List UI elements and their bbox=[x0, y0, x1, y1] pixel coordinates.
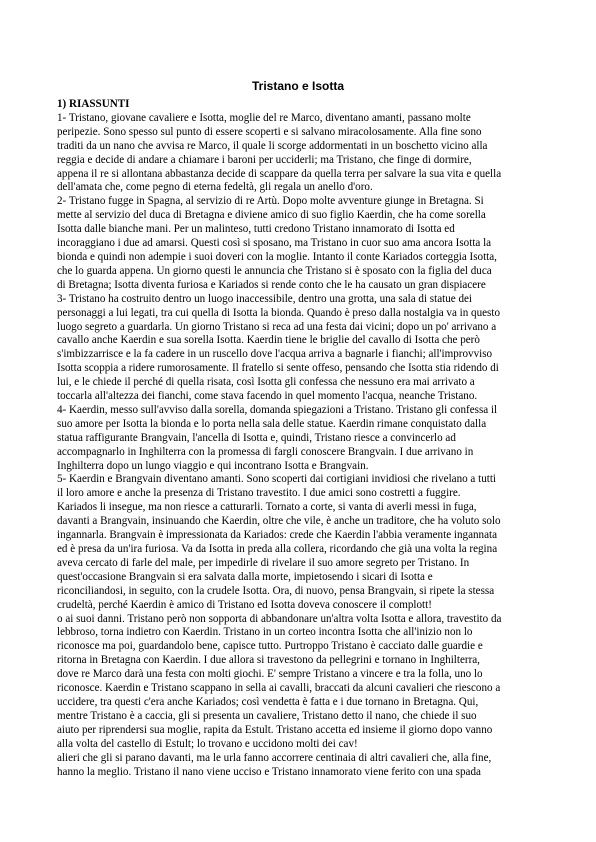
text-line: riconciliandosi, in seguito, con la crudele Isotta. Ora, di nuovo, pensa Brangvain, si ripete la stessa bbox=[57, 584, 495, 597]
text-line: aveva cercato di farle del male, per impedirle di rivelare il suo amore segreto per Tristano. In bbox=[57, 556, 470, 569]
text-line: ingannarla. Brangvain è impressionata da Kariados: crede che Kaerdin l'abbia veramente ingannata bbox=[57, 529, 498, 542]
text-line: lebbroso, torna indietro con Kaerdin. Tristano in un corteo incontra Isotta che all'inizio non lo bbox=[57, 626, 473, 639]
text-line: crudeltà, perché Kaerdin è amico di Tristano ed Isotta doveva conoscere il complott! bbox=[57, 598, 432, 611]
text-line: di Bretagna; Isotta diventa furiosa e Kariados si rende conto che le ha causato un gran dispiacere bbox=[57, 278, 486, 291]
text-line: davanti a Brangvain, insinuando che Kaerdin, oltre che vile, è anche un traditore, che ha voluto solo bbox=[57, 515, 501, 528]
text-line: incoraggiano i due ad amarsi. Questi così si sposano, ma Tristano in cuor suo ama ancora Isotta la bbox=[57, 237, 492, 250]
text-line: 3- Tristano ha costruito dentro un luogo inaccessibile, dentro una grotta, una sala di statue dei bbox=[57, 292, 473, 305]
text-line: Isotta dalle bianche mani. Per un malinteso, tutti credono Tristano innamorato di Isotta ed bbox=[57, 223, 455, 236]
text-line: dove re Marco darà una festa con molti giochi. E' sempre Tristano a vincere e tra la folla, uno lo bbox=[57, 668, 483, 681]
text-line: alieri che gli si parano davanti, ma le urla fanno accorrere centinaia di altri cavalieri che, alla fine, bbox=[57, 751, 492, 764]
text-line: uccidere, tra questi c'era anche Kariados; così vendetta è fatta e i due tornano in Bretagna. Qui, bbox=[57, 695, 479, 708]
text-line: 1- Tristano, giovane cavaliere e Isotta, moglie del re Marco, diventano amanti, passano molte bbox=[57, 111, 471, 124]
text-line: aiuto per riprendersi sua moglie, rapita da Estult. Tristano accetta ed insieme il giorno dopo vanno bbox=[57, 723, 493, 736]
text-line: s'imbizzarrisce e la fa cadere in un ruscello dove l'acqua arriva a bagnarle i fianchi; all'improvviso bbox=[57, 348, 493, 361]
text-line: lui, e le chiede il perché di quella risata, così Isotta gli confessa che nessuno era mai arrivato a bbox=[57, 376, 475, 389]
document-body bbox=[57, 98, 557, 779]
text-line: che lo guarda appena. Un giorno questi le annuncia che Tristano si è sposato con la figlia del duca bbox=[57, 264, 492, 277]
text-line: 5- Kaerdin e Brangvain diventano amanti. Sono scoperti dai cortigiani invidiosi che rivelano a tutti bbox=[57, 473, 497, 486]
document-title: Tristano e Isotta bbox=[251, 79, 345, 93]
text-line: ritorna in Bretagna con Kaerdin. I due allora si travestono da pellegrini e tornano in Inghilterra, bbox=[57, 654, 480, 667]
text-line: il loro amore e anche la presenza di Tristano travestito. I due amici sono costretti a fuggire. bbox=[57, 487, 461, 500]
text-line: Isotta scoppia a ridere rumorosamente. Il fratello si sente offeso, pensando che Isotta stia ridendo di bbox=[57, 362, 499, 375]
text-line: 4- Kaerdin, messo sull'avviso dalla sorella, domanda spiegazioni a Tristano. Tristano gli confessa il bbox=[57, 403, 498, 416]
text-line: suo amore per Isotta la bionda e lo porta nella sala delle statue. Kaerdin rimane conquistato dalla bbox=[57, 417, 487, 430]
text-line: quest'occasione Brangvain si era salvata dalla morte, impietosendo i sicari di Isotta e bbox=[57, 570, 433, 583]
text-line: statua raffigurante Brangvain, l'ancella di Isotta e, quindi, Tristano riesce a convincerlo ad bbox=[57, 431, 456, 444]
text-line: mentre Tristano è a caccia, gli si presenta un cavaliere, Tristano detto il nano, che chiede il suo bbox=[57, 709, 477, 722]
text-line: cavallo anche Kaerdin e sua sorella Isotta. Kaerdin tiene le briglie del cavallo di Isotta che però bbox=[57, 334, 480, 347]
text-line: dell'amata che, come pegno di eterna fedeltà, gli regala un anello d'oro. bbox=[57, 181, 373, 194]
text-line: luogo segreto a guardarla. Un giorno Tristano si reca ad una festa dai vicini; dopo un po' arrivano a bbox=[57, 320, 497, 333]
text-line: Inghilterra dopo un lungo viaggio e qui incontrano Isotta e Brangvain. bbox=[57, 459, 369, 472]
text-line: o ai suoi danni. Tristano però non sopporta di abbandonare un'altra volta Isotta e allora, travestito da bbox=[57, 612, 502, 625]
text-line: ed è presa da un'ira furiosa. Va da Isotta in preda alla collera, ricordando che già una volta la regina bbox=[57, 543, 498, 555]
text-line: Kariados li insegue, ma non riesce a catturarli. Tornato a corte, si vanta di averli messi in fuga, bbox=[57, 501, 477, 514]
text-line: reggia e decide di andare a chiamare i baroni per ucciderli; ma Tristano, che finge di dormire, bbox=[57, 153, 472, 166]
text-line: traditi da un nano che avvisa re Marco, il quale li scorge addormentati in un boschetto vicino alla bbox=[57, 139, 488, 152]
text-line: toccarla all'altezza dei fianchi, come stava facendo in quel momento l'acqua, neanche Tristano. bbox=[57, 390, 478, 403]
text-line: riconosce ma poi, guardandolo bene, capisce tutto. Purtroppo Tristano è cacciato dalle guardie e bbox=[57, 640, 483, 653]
text-line: appena il re si allontana abbastanza decide di scappare da quella terra per salvare la sua vita e quella bbox=[57, 167, 502, 180]
text-line: peripezie. Sono spesso sul punto di essere scoperti e si salvano miracolosamente. Alla fine sono bbox=[57, 125, 482, 138]
text-line: 2- Tristano fugge in Spagna, al servizio di re Artù. Dopo molte avventure giunge in Bretagna. Si bbox=[57, 195, 484, 208]
text-line: alla volta del castello di Estult; lo trovano e uccidono molti dei cav! bbox=[57, 737, 358, 750]
section-heading: 1) RIASSUNTI bbox=[57, 98, 130, 110]
text-line: hanno la meglio. Tristano il nano viene ucciso e Tristano innamorato viene ferito con una spada bbox=[57, 765, 481, 778]
paragraph-lines bbox=[57, 112, 557, 780]
text-line: personaggi a lui legati, tra cui quella di Isotta la bionda. Quando è preso dalla nostalgia va in questo bbox=[57, 306, 501, 319]
text-line: accompagnarlo in Inghilterra con la promessa di fargli conoscere Brangvain. I due arrivano in bbox=[57, 445, 474, 458]
text-line: riconosce. Kaerdin e Tristano scappano in sella ai cavalli, braccati da alcuni cavalieri che riescono a bbox=[57, 682, 501, 695]
text-line: bionda e quindi non adempie i suoi doveri con la moglie. Intanto il conte Kariados corteggia Isotta, bbox=[57, 250, 497, 263]
text-line: mette al servizio del duca di Bretagna e diviene amico di suo figlio Kaerdin, che ha come sorella bbox=[57, 209, 486, 222]
